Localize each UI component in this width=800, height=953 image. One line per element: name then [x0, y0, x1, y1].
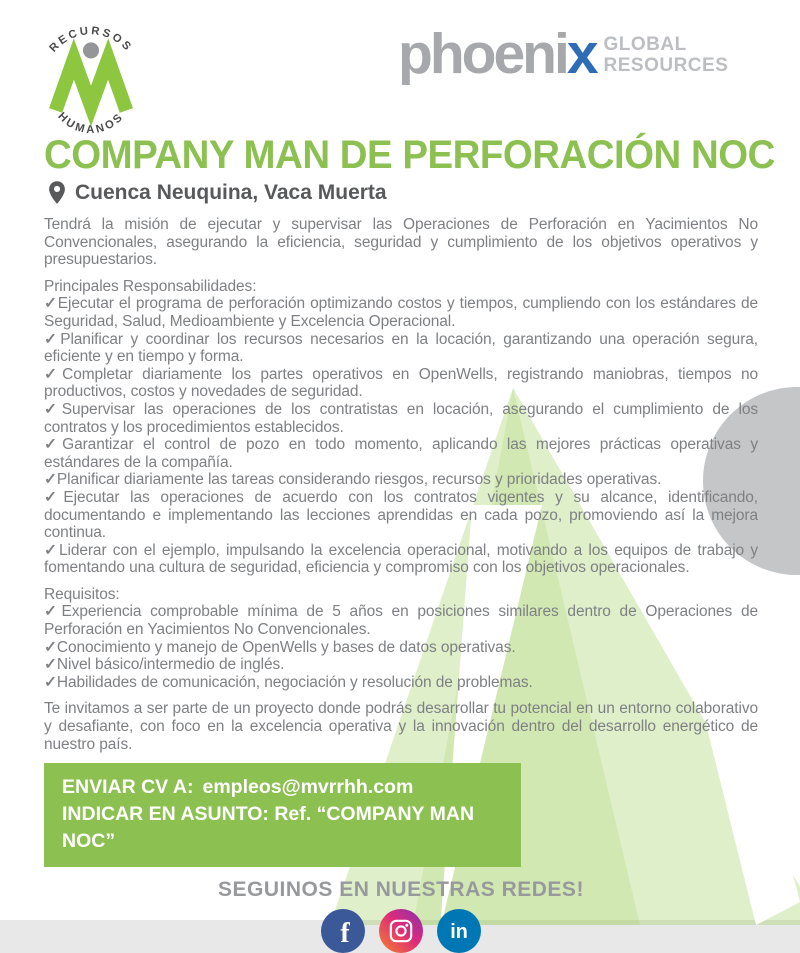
list-item [44, 489, 758, 542]
phoenix-wordmark: phoeni [398, 22, 567, 86]
list-item-text: Conocimiento y manejo de OpenWells y bases de datos operativas. [56, 638, 516, 656]
logo-m-glyph [56, 59, 127, 110]
requirements-heading: Requisitos: [44, 585, 120, 603]
svg-text:in: in [450, 920, 468, 943]
logo-arc-bottom-text: HUMANOS [55, 110, 127, 134]
list-item [44, 471, 758, 489]
check-icon: ✓ [44, 638, 57, 656]
social-icons-row [44, 909, 758, 953]
facebook-icon[interactable] [321, 909, 365, 953]
cta-line-1 [62, 774, 521, 801]
list-item [44, 603, 758, 638]
list-item-text: Experiencia comprobable mínima de 5 años en posiciones similares dentro de Operaciones de Perforación en Yacimientos No Convencionales. [44, 603, 758, 639]
list-item [44, 674, 758, 692]
phoenix-tagline [604, 34, 729, 76]
list-item-text: Nivel básico/intermedio de inglés. [56, 656, 285, 674]
cta-send-label: ENVIAR CV A: [62, 776, 194, 799]
list-item-text: Liderar con el ejemplo, impulsando la excelencia operacional, motivando a los equipos de trabajo y fomentando una cultura de seguridad, eficiencia y compromiso con los objetivos operacionales. [44, 541, 759, 577]
cta-line-2: INDICAR EN ASUNTO: Ref. “COMPANY MAN NOC” [62, 803, 475, 853]
list-item-text: Planificar y coordinar los recursos necesarios en la locación, garantizando una operación segura, eficiente y en tiempo y forma. [44, 330, 758, 366]
list-item-text: Supervisar las operaciones de los contratistas en locación, asegurando el cumplimiento de los contratos y los procedimientos establecidos. [44, 400, 758, 436]
list-item [44, 401, 758, 436]
instagram-icon[interactable] [379, 909, 423, 953]
check-icon: ✓ [44, 603, 62, 621]
logo-dot [83, 42, 99, 58]
phoenix-tag-line2: RESOURCES [603, 54, 729, 76]
check-icon: ✓ [44, 541, 59, 559]
responsibilities-heading: Principales Responsabilidades: [44, 277, 257, 295]
list-item-text: Completar diariamente los partes operativos en OpenWells, registrando maniobras, tiempos no productivos, costos y novedades de seguridad. [44, 365, 758, 401]
check-icon: ✓ [44, 365, 63, 383]
list-item [44, 639, 758, 657]
body-content [44, 216, 758, 953]
list-item-text: Ejecutar las operaciones de acuerdo con los contratos vigentes y su alcance, identificando, documentando e implementando las lecciones aprendidas en cada pozo, promoviendo así la mejora continua. [44, 488, 758, 542]
requirements-section [44, 586, 758, 692]
svg-text:f: f [340, 917, 350, 949]
list-item [44, 542, 758, 577]
list-item [44, 656, 758, 674]
list-item-text: Ejecutar el programa de perforación optimizando costos y tiempos, cumpliendo con los estándares de Seguridad, Salud, Medioambiente y Excelencia Operacional. [44, 295, 758, 330]
list-item [44, 331, 758, 366]
responsibilities-section [44, 278, 758, 577]
check-icon: ✓ [44, 656, 57, 674]
phoenix-global-resources-logo [398, 22, 729, 86]
check-icon: ✓ [44, 673, 57, 691]
check-icon: ✓ [44, 400, 62, 418]
list-item-text: Planificar diariamente las tareas considerando riesgos, recursos y prioridades operativas. [56, 471, 662, 489]
list-item [44, 436, 758, 471]
page-title: COMPANY MAN DE PERFORACIÓN NOC [44, 133, 775, 177]
logo-arc-top-text: RECURSOS [47, 25, 135, 55]
phoenix-x-mark: x [566, 22, 596, 86]
list-item [44, 366, 758, 401]
list-item-text: Habilidades de comunicación, negociación y resolución de problemas. [56, 673, 533, 691]
email-address: empleos@mvrrhh.com [202, 776, 414, 799]
check-icon: ✓ [44, 471, 57, 489]
check-icon: ✓ [44, 330, 61, 348]
cta-box [44, 763, 521, 867]
linkedin-icon[interactable] [437, 909, 481, 953]
mv-recursos-humanos-logo [32, 14, 150, 134]
location-row [48, 180, 387, 205]
location-pin-icon [48, 180, 66, 205]
location-text: Cuenca Neuquina, Vaca Muerta [75, 180, 387, 204]
closing-paragraph: Te invitamos a ser parte de un proyecto donde podrás desarrollar tu potencial en un entorno colaborativo y desafiante, con foco en la excelencia operativa y la innovación dentro del desarrollo energético de nuestro país. [44, 700, 758, 753]
check-icon: ✓ [44, 295, 58, 313]
social-heading: SEGUINOS EN NUESTRAS REDES! [218, 878, 584, 902]
list-item [44, 295, 758, 330]
check-icon: ✓ [44, 488, 64, 506]
check-icon: ✓ [44, 436, 63, 454]
intro-paragraph: Tendrá la misión de ejecutar y supervisar las Operaciones de Perforación en Yacimientos No Convencionales, asegurando la eficiencia, seguridad y cumplimiento de los objetivos operativos y presupuestarios. [44, 216, 758, 269]
phoenix-tag-line1: GLOBAL [603, 33, 687, 55]
list-item-text: Garantizar el control de pozo en todo momento, aplicando las mejores prácticas operativas y estándares de la compañía. [44, 436, 758, 471]
